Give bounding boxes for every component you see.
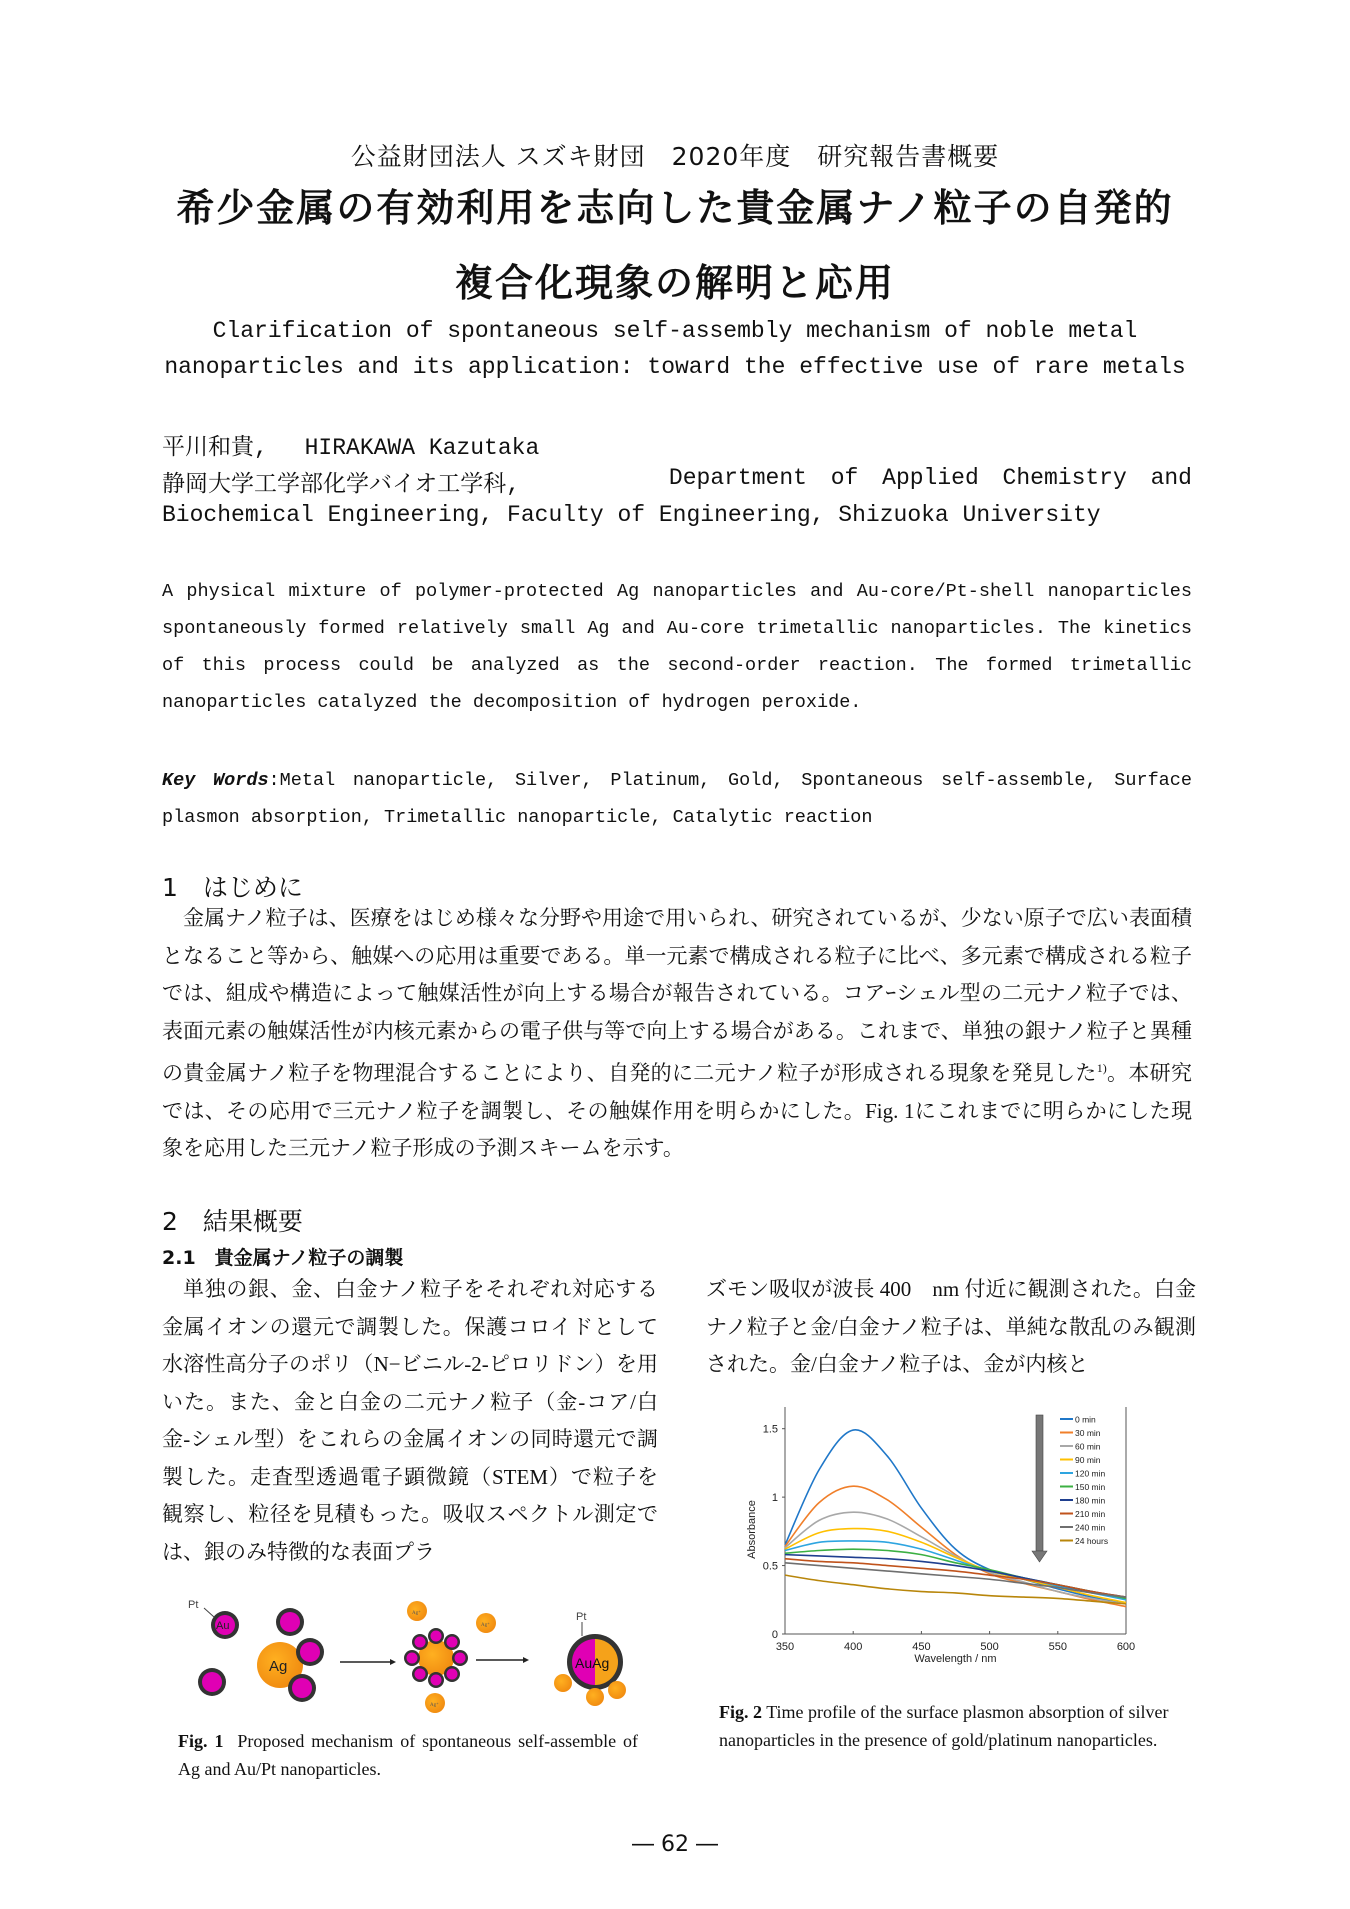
chart-legend bbox=[1060, 1415, 1108, 1547]
x-axis-label: Wavelength / nm bbox=[914, 1653, 997, 1665]
keywords-separator: : bbox=[268, 770, 280, 791]
section-1-text: 金属ナノ粒子は、医療をはじめ様々な分野や用途で用いられ、研究されているが、少ない原子で広い表面積となること等から、触媒への応用は重要である。単一元素で構成される粒子に比べ、多元素で構成される粒子では、組成や構造によって触媒活性が向上する場合が報告されている。コアｰシェル型の二元ナノ粒子では、表面元素の触媒活性が内核元素からの電子供与等で向上する場合がある。これまで、単独の銀ナノ粒子と異種の貴金属ナノ粒子を物理混合することにより、自発的に二元ナノ粒子が形成される現象を発見した bbox=[162, 906, 1192, 1085]
y-tick-label: 0 bbox=[771, 1629, 778, 1641]
label-ag: Ag bbox=[269, 1658, 288, 1675]
label-pt: Pt bbox=[188, 1599, 199, 1611]
x-tick-label: 350 bbox=[775, 1641, 795, 1653]
report-header: 公益財団法人 スズキ財団 2020年度 研究報告書概要 bbox=[350, 142, 1000, 171]
label-ag-ion: Ag⁺ bbox=[481, 1623, 490, 1628]
figure-1-caption-text: Proposed mechanism of spontaneous self-assemble of Ag and Au/Pt nanoparticles. bbox=[178, 1731, 639, 1779]
subsection-2-1-heading: 2.1 貴金属ナノ粒子の調製 bbox=[162, 1247, 404, 1269]
figure-2-caption-text: Time profile of the surface plasmon absorption of silver nanoparticles in the presence of gold/platinum nanoparticles. bbox=[719, 1702, 1169, 1750]
arrow-1-head bbox=[390, 1659, 396, 1665]
x-tick-label: 500 bbox=[980, 1641, 999, 1653]
stage-3-trimetallic bbox=[554, 1611, 626, 1706]
label-ag-ion: Ag⁺ bbox=[412, 1611, 421, 1616]
x-tick-label: 600 bbox=[1116, 1641, 1136, 1653]
affiliation-line-1 bbox=[162, 465, 1192, 498]
legend-label: 210 min bbox=[1075, 1509, 1106, 1519]
legend-label: 240 min bbox=[1075, 1522, 1106, 1533]
affiliation-line-2: Biochemical Engineering, Faculty of Engineering, Shizuoka University bbox=[162, 502, 1101, 528]
stage-2-cluster bbox=[404, 1601, 496, 1713]
label-pt: Pt bbox=[576, 1611, 587, 1623]
author-name: 平川和貴, HIRAKAWA Kazutaka bbox=[162, 435, 540, 461]
section-1-body bbox=[162, 900, 1192, 1168]
keywords-text: Metal nanoparticle, Silver, Platinum, Gold, Spontaneous self-assemble, Surface plasmon absorption, Trimetallic nanoparticle, Catalytic reaction bbox=[162, 770, 1192, 828]
label-au: Au bbox=[216, 1620, 230, 1632]
legend-label: 120 min bbox=[1075, 1468, 1106, 1479]
ag-small bbox=[608, 1681, 626, 1699]
subsection-2-1-body-left: 単独の銀、金、白金ナノ粒子をそれぞれ対応する金属イオンの還元で調製した。保護コロイドとして水溶性高分子のポリ（N−ビニル-2-ピロリドン）を用いた。また、金と白金の二元ナノ粒子（金-コア/白金-シェル型）をこれらの金属イオンの同時還元で調製した。走査型透過電子顕微鏡（STEM）で粒子を観察し、粒径を見積もった。吸収スペクトル測定では、銀のみ特徴的な表面プラ bbox=[162, 1277, 658, 1564]
legend-label: 150 min bbox=[1075, 1482, 1106, 1492]
section-1-text-cont: 。本研究では、その応用で三元ナノ粒子を調製し、その触媒作用を明らかにした。Fig. 1にこれまでに明らかにした現象を応用した三元ナノ粒子形成の予測スキームを示す。 bbox=[162, 1061, 1192, 1160]
x-tick-label: 450 bbox=[912, 1641, 931, 1653]
ag-small bbox=[554, 1674, 572, 1692]
arrow-2-head bbox=[523, 1657, 529, 1663]
au-pt-particle bbox=[276, 1608, 304, 1636]
affiliation-en-part1: Department of Applied Chemistry and bbox=[668, 465, 1192, 491]
legend-label: 30 min bbox=[1075, 1428, 1101, 1438]
keywords bbox=[162, 762, 1192, 836]
au-pt-particle bbox=[198, 1668, 226, 1696]
title-ja-line-2: 複合化現象の解明と応用 bbox=[454, 261, 895, 305]
y-tick-label: 1 bbox=[771, 1492, 778, 1505]
figure-2-caption bbox=[719, 1698, 1181, 1754]
ag-small bbox=[586, 1688, 604, 1706]
au-pt-particle bbox=[288, 1674, 316, 1702]
abstract: A physical mixture of polymer-protected Ag nanoparticles and Au-core/Pt-shell nanoparticles spontaneously formed relatively small Ag and Au-core trimetallic nanoparticles. The kinetics of this process could be analyzed as the second-order reaction. The formed trimetallic nanoparticles catalyzed the decomposition of hydrogen peroxide. bbox=[162, 581, 1192, 713]
section-2-heading: 2 結果概要 bbox=[162, 1207, 303, 1236]
reference-marker: 1) bbox=[1096, 1061, 1107, 1075]
stage-1-particles bbox=[188, 1599, 324, 1702]
legend-label: 24 hours bbox=[1075, 1536, 1109, 1546]
legend-label: 90 min bbox=[1075, 1455, 1101, 1465]
figure-1-caption bbox=[178, 1727, 638, 1783]
label-auag: AuAg bbox=[575, 1655, 610, 1671]
title-ja-line-1: 希少金属の有効利用を志向した貴金属ナノ粒子の自発的 bbox=[176, 186, 1174, 230]
au-pt-particle bbox=[296, 1638, 324, 1666]
keywords-label: Key Words bbox=[162, 770, 269, 791]
trend-arrow bbox=[1032, 1415, 1047, 1562]
figure-1-label: Fig. 1 bbox=[178, 1731, 224, 1751]
section-1-heading: 1 はじめに bbox=[162, 873, 303, 902]
figure-1-schematic bbox=[180, 1590, 640, 1715]
affiliation-ja: 静岡大学工学部化学バイオ工学科, bbox=[162, 472, 521, 498]
legend-label: 60 min bbox=[1075, 1441, 1101, 1452]
legend-label: 180 min bbox=[1075, 1495, 1106, 1506]
page-number: ― 62 ― bbox=[632, 1832, 718, 1857]
x-tick-label: 400 bbox=[844, 1641, 863, 1653]
y-tick-label: 1.5 bbox=[762, 1423, 778, 1436]
title-en-line-1: Clarification of spontaneous self-assembly mechanism of noble metal bbox=[212, 318, 1138, 344]
figure-2-label: Fig. 2 bbox=[719, 1702, 762, 1722]
subsection-2-1-body-right: ズモン吸収が波長 400 nm 付近に観測された。白金ナノ粒子と金/白金ナノ粒子は、単純な散乱のみ観測された。金/白金ナノ粒子は、金が内核と bbox=[706, 1277, 1196, 1376]
x-tick-label: 550 bbox=[1048, 1641, 1067, 1653]
legend-label: 0 min bbox=[1075, 1414, 1096, 1425]
y-tick-label: 0.5 bbox=[762, 1560, 778, 1573]
y-axis-label: Absorbance bbox=[746, 1500, 758, 1559]
figure-2-chart bbox=[740, 1405, 1160, 1685]
label-ag-ion: Ag⁺ bbox=[430, 1703, 439, 1708]
title-en-line-2: nanoparticles and its application: toward the effective use of rare metals bbox=[164, 354, 1186, 380]
